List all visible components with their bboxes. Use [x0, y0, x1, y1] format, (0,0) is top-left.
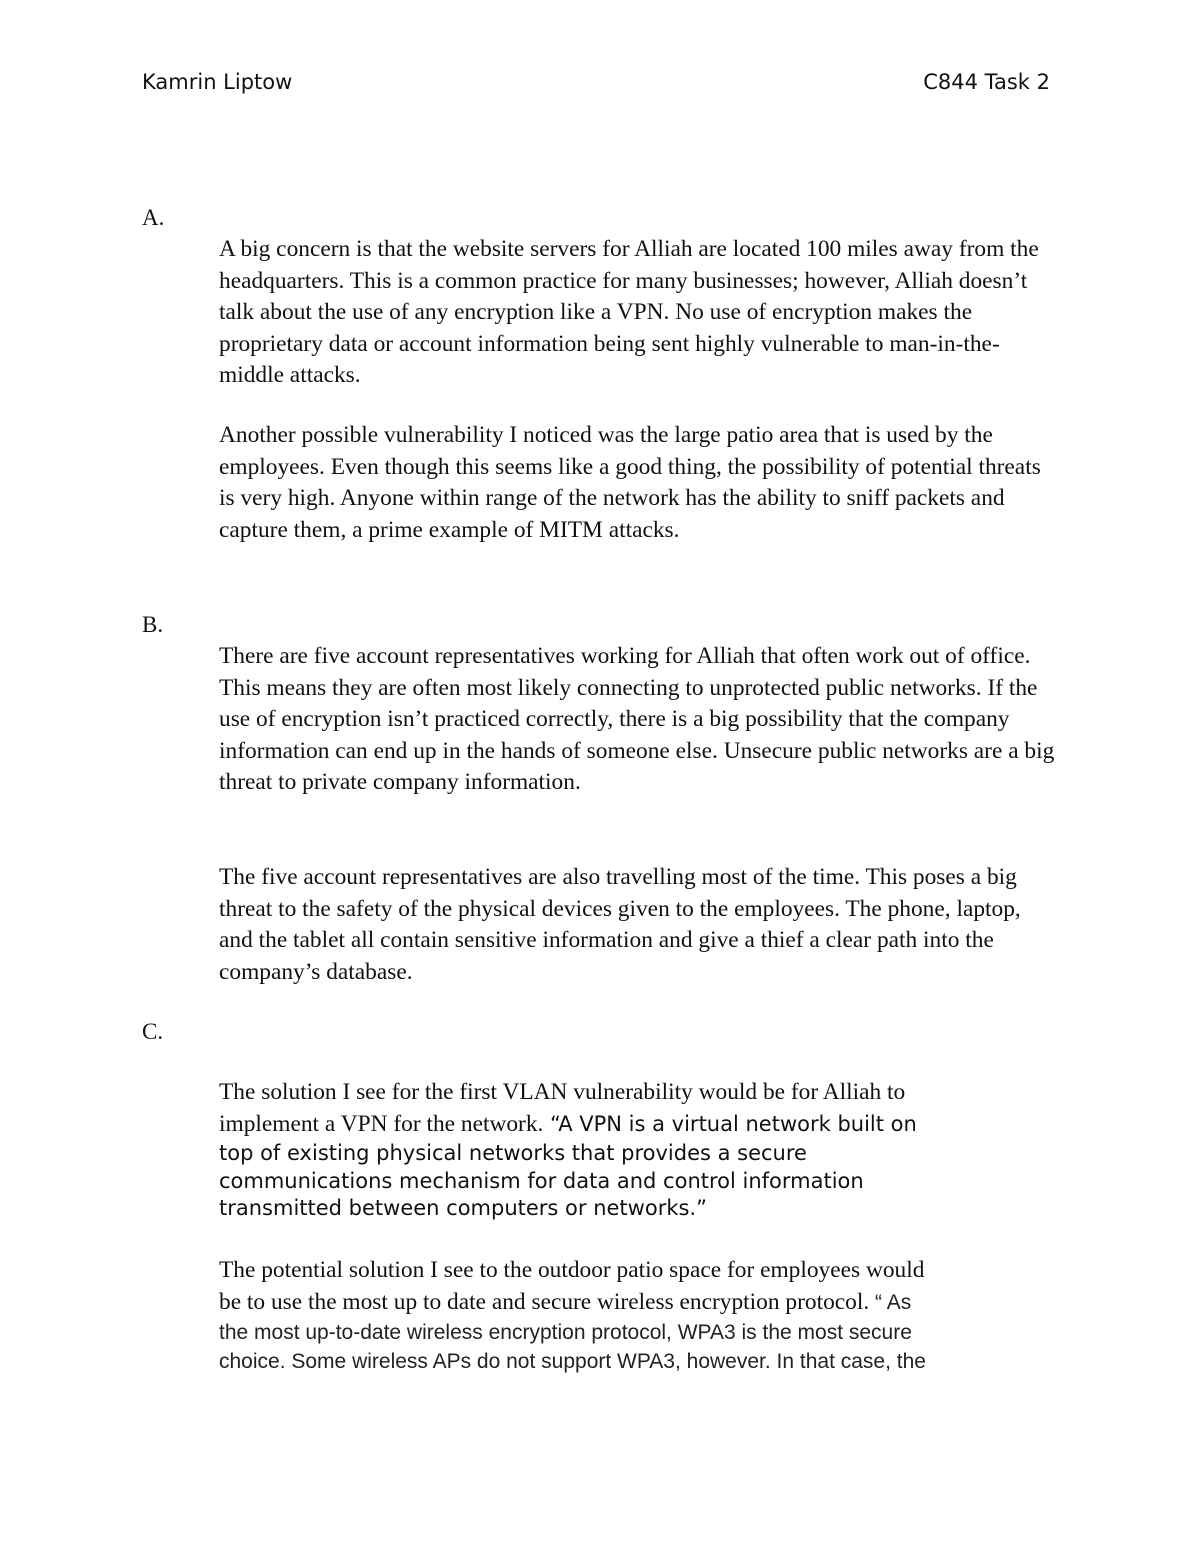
section-c-p1-line-3: top of existing physical networks that provides a secure — [219, 1141, 807, 1165]
page-header — [142, 70, 1050, 104]
section-a-paragraph-1: A big concern is that the website servers for Alliah are located 100 miles away from the headquarters. This is a common practice for many businesses; however, Alliah doesn’t talk about the use of any encryption like a VPN. No use of encryption makes the proprietary data or account information being sent highly vulnerable to man-in-the-middle attacks. — [219, 236, 1039, 388]
section-a-paragraph-2: Another possible vulnerability I noticed was the large patio area that is used by the employees. Even though this seems like a good thing, the possibility of potential threats is very high. Anyone within range of the network has the ability to sniff packets and capture them, a prime example of MITM attacks. — [219, 422, 1041, 543]
section-c-p2-line-4: choice. Some wireless APs do not support WPA3, however. In that case, the — [219, 1350, 926, 1373]
section-c-p1-line-2-serif: implement a VPN for the network. — [219, 1110, 544, 1137]
section-b-paragraph-1: There are five account representatives working for Alliah that often work out of office. This means they are often most likely connecting to unprotected public networks. If the use of encryption isn’t practiced correctly, there is a big possibility that the company information can end up in the hands of someone else. Unsecure public networks are a big threat to private company information. — [219, 643, 1055, 795]
section-c-p1-line-1: The solution I see for the first VLAN vulnerability would be for Alliah to — [219, 1079, 906, 1105]
section-c-p1-line-2 — [219, 1109, 1059, 1141]
section-a-label: A. — [142, 205, 165, 230]
section-c-p1-line-4: communications mechanism for data and control information — [219, 1168, 864, 1193]
section-c-p2-line-2-quote: “ As — [869, 1290, 912, 1314]
author-name: Kamrin Liptow — [142, 70, 293, 94]
section-c-paragraph-2 — [219, 1255, 1059, 1376]
section-c-p2-line-2 — [219, 1287, 1059, 1319]
section-c-p1-line-2-quote: “A VPN is a virtual network built on — [543, 1111, 917, 1136]
section-c-p2-line-3: the most up-to-date wireless encryption protocol, WPA3 is the most secure — [219, 1321, 912, 1344]
section-c-p2-line-1: The potential solution I see to the outdoor patio space for employees would — [219, 1257, 925, 1283]
section-c-label: C. — [142, 1019, 164, 1044]
section-b-label: B. — [142, 612, 164, 637]
section-c-paragraph-1 — [219, 1077, 1059, 1223]
section-c-p2-line-2-serif: be to use the most up to date and secure wireless encryption protocol. — [219, 1288, 870, 1315]
section-c-p1-line-5: transmitted between computers or networks.” — [219, 1196, 707, 1220]
section-b-paragraph-2: The five account representatives are also travelling most of the time. This poses a big threat to the safety of the physical devices given to the employees. The phone, laptop, and the tablet all contain sensitive information and give a thief a clear path into the company’s database. — [219, 864, 1021, 985]
task-title: C844 Task 2 — [923, 70, 1050, 94]
